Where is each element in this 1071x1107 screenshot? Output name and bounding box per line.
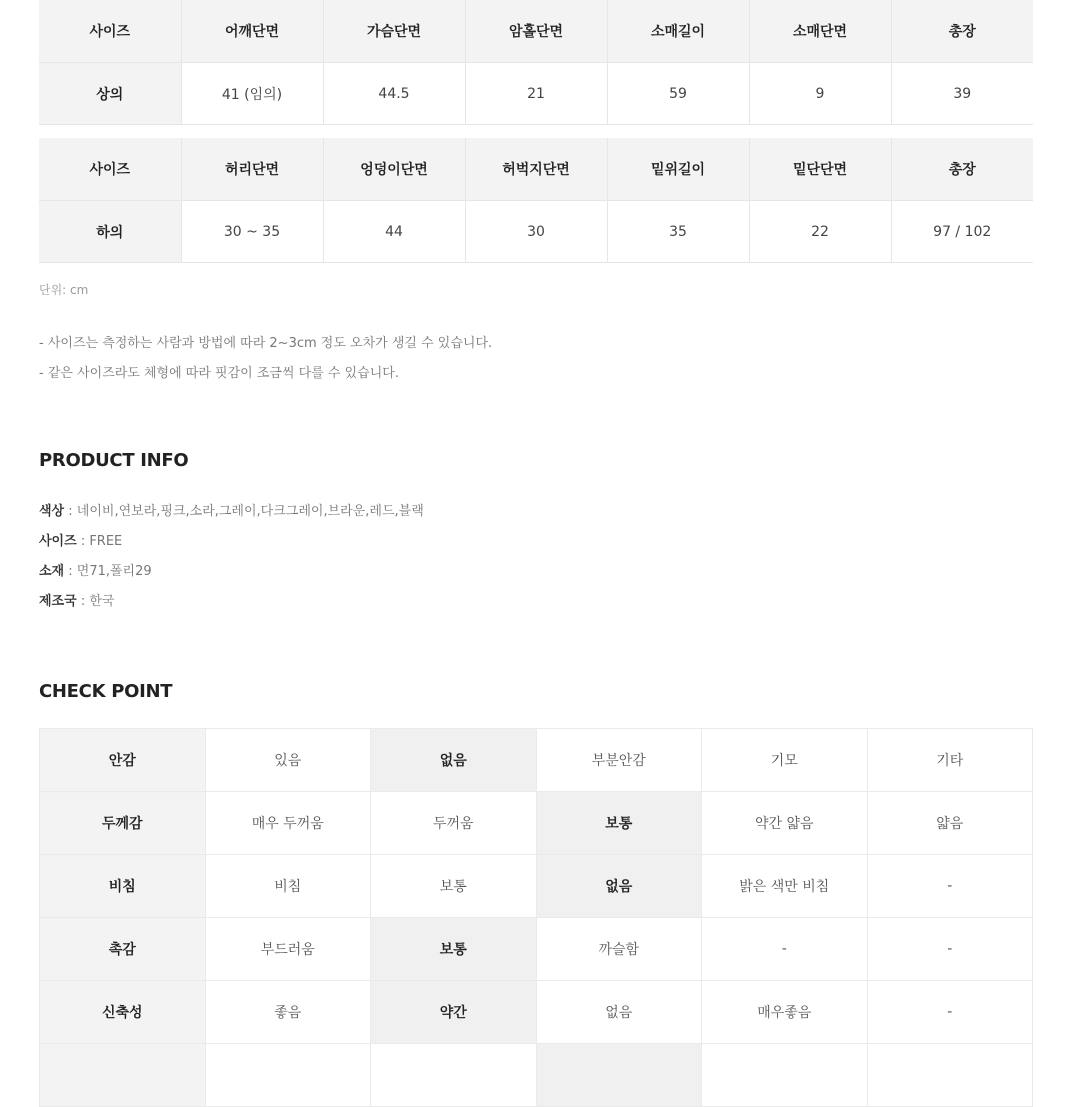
product-info-title: PRODUCT INFO [39, 450, 189, 471]
header-cell: 총장 [891, 0, 1033, 63]
table-header-row [39, 0, 1033, 63]
check-option: 기타 [867, 729, 1033, 792]
check-row [40, 981, 1033, 1044]
table-cell: 30 [465, 201, 607, 263]
header-cell: 허리단면 [181, 138, 323, 201]
table-cell: 35 [607, 201, 749, 263]
check-option: 비침 [205, 855, 371, 918]
check-option: 좋음 [205, 981, 371, 1044]
table-cell: 97 / 102 [891, 201, 1033, 263]
info-label: 소재 [39, 564, 65, 579]
check-row [40, 792, 1033, 855]
info-label: 사이즈 [39, 534, 77, 549]
header-cell: 소매길이 [607, 0, 749, 63]
check-option-selected: 약간 [371, 981, 537, 1044]
info-value: : 면71,폴리29 [64, 564, 152, 579]
unit-note: 단위: cm [39, 283, 89, 297]
check-option: 매우 두꺼움 [205, 792, 371, 855]
check-option: 밝은 색만 비침 [702, 855, 868, 918]
header-cell: 허벅지단면 [465, 138, 607, 201]
row-label: 상의 [39, 63, 181, 125]
info-item-material [39, 557, 424, 587]
header-cell: 엉덩이단면 [323, 138, 465, 201]
table-cell: 22 [749, 201, 891, 263]
check-option: 없음 [536, 981, 702, 1044]
table-row [39, 201, 1033, 263]
check-option: 있음 [205, 729, 371, 792]
check-option: 매우좋음 [702, 981, 868, 1044]
check-option: - [867, 981, 1033, 1044]
table-cell: 44.5 [323, 63, 465, 125]
table-row [39, 63, 1033, 125]
info-item-size [39, 527, 424, 557]
table-header-row [39, 138, 1033, 201]
check-option: 부분안감 [536, 729, 702, 792]
check-row-label: 신축성 [40, 981, 206, 1044]
check-option: 약간 얇음 [702, 792, 868, 855]
header-cell: 밑위길이 [607, 138, 749, 201]
header-cell: 밑단단면 [749, 138, 891, 201]
check-option: 기모 [702, 729, 868, 792]
check-point-title: CHECK POINT [39, 681, 173, 702]
header-cell: 소매단면 [749, 0, 891, 63]
note-line: - 같은 사이즈라도 체형에 따라 핏감이 조금씩 다를 수 있습니다. [39, 366, 399, 381]
check-row [40, 1044, 1033, 1107]
check-row-label: 안감 [40, 729, 206, 792]
table-cell: 30 ~ 35 [181, 201, 323, 263]
check-option: 얇음 [867, 792, 1033, 855]
header-cell: 어깨단면 [181, 0, 323, 63]
check-option [702, 1044, 868, 1107]
size-notes [39, 329, 492, 389]
table-cell: 9 [749, 63, 891, 125]
table-cell: 21 [465, 63, 607, 125]
product-info-list [39, 497, 424, 617]
table-cell: 44 [323, 201, 465, 263]
check-row [40, 729, 1033, 792]
info-label: 제조국 [39, 594, 77, 609]
header-cell: 사이즈 [39, 138, 181, 201]
check-row-label: 두께감 [40, 792, 206, 855]
check-option [371, 1044, 537, 1107]
info-value: : 네이비,연보라,핑크,소라,그레이,다크그레이,브라운,레드,블랙 [64, 504, 424, 519]
bottom-size-table [39, 138, 1033, 263]
check-option: 까슬함 [536, 918, 702, 981]
check-option: - [702, 918, 868, 981]
check-option-selected: 보통 [371, 918, 537, 981]
check-row-label: 촉감 [40, 918, 206, 981]
check-option-selected [536, 1044, 702, 1107]
check-point-table [39, 728, 1033, 1107]
check-row [40, 855, 1033, 918]
check-option-selected: 없음 [536, 855, 702, 918]
check-option [205, 1044, 371, 1107]
check-option: 두꺼움 [371, 792, 537, 855]
header-cell: 총장 [891, 138, 1033, 201]
check-option: - [867, 855, 1033, 918]
info-label: 색상 [39, 504, 65, 519]
check-row-label: 비침 [40, 855, 206, 918]
top-size-table [39, 0, 1033, 125]
header-cell: 사이즈 [39, 0, 181, 63]
check-option-selected: 보통 [536, 792, 702, 855]
info-item-color [39, 497, 424, 527]
check-row [40, 918, 1033, 981]
table-cell: 39 [891, 63, 1033, 125]
check-option: 부드러움 [205, 918, 371, 981]
check-option: - [867, 918, 1033, 981]
row-label: 하의 [39, 201, 181, 263]
check-row-label [40, 1044, 206, 1107]
table-cell: 59 [607, 63, 749, 125]
info-value: : 한국 [76, 594, 115, 609]
note-line: - 사이즈는 측정하는 사람과 방법에 따라 2~3cm 정도 오차가 생길 수 있습니다. [39, 336, 493, 351]
table-cell: 41 (임의) [181, 63, 323, 125]
check-option: 보통 [371, 855, 537, 918]
header-cell: 암홀단면 [465, 0, 607, 63]
check-option-selected: 없음 [371, 729, 537, 792]
header-cell: 가슴단면 [323, 0, 465, 63]
info-value: : FREE [76, 534, 123, 549]
info-item-origin [39, 587, 424, 617]
check-option [867, 1044, 1033, 1107]
